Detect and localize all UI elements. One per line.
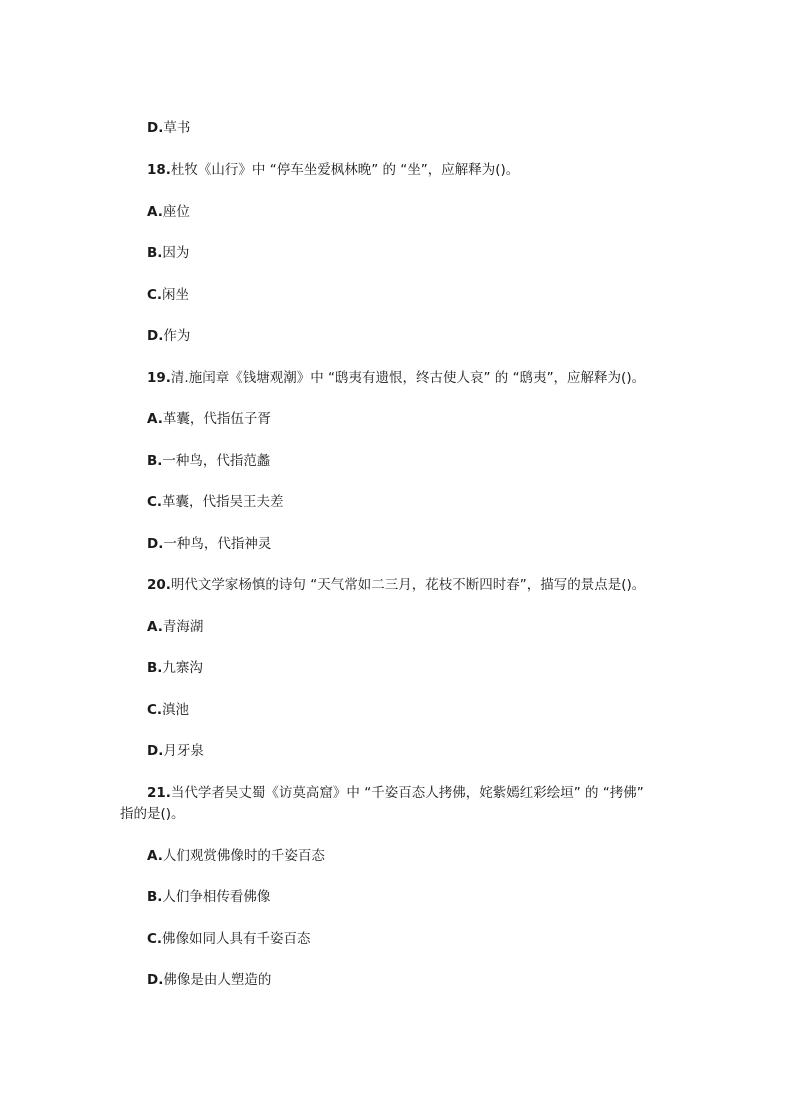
option-text: 革囊，代指吴王夫差 (162, 494, 284, 510)
question-21-continuation (120, 804, 185, 824)
option-label: C. (147, 931, 163, 947)
option-label: B. (147, 245, 163, 261)
option-text: 因为 (162, 245, 190, 261)
question-text: 明代文学家杨慎的诗句 “天气常如二三月，花枝不断四时春”，描写的景点是()。 (170, 577, 646, 593)
question-number: 19. (147, 370, 171, 386)
question-text-continued: 指的是()。 (120, 806, 185, 822)
option-text: 人们观赏佛像时的千姿百态 (162, 848, 325, 864)
option-text: 佛像是由人塑造的 (163, 972, 272, 988)
question-text: 当代学者吴丈蜀《访莫高窟》中 “千姿百态人拷佛，姹紫嫣红彩绘垣” 的 “拷佛” (170, 785, 644, 801)
option-label: D. (147, 536, 164, 552)
q20-option-a (147, 617, 203, 637)
option-text: 草书 (163, 120, 191, 136)
option-label: D. (147, 328, 164, 344)
q19-option-b (147, 451, 270, 471)
q18-option-a (147, 202, 190, 222)
option-label: B. (147, 660, 163, 676)
option-text: 闲坐 (162, 287, 190, 303)
question-number: 18. (147, 162, 171, 178)
question-text: 杜牧《山行》中 “停车坐爱枫林晚” 的 “坐”，应解释为()。 (170, 162, 520, 178)
q19-option-a (147, 409, 271, 429)
option-label: C. (147, 287, 163, 303)
q21-option-b (147, 887, 270, 907)
option-text: 座位 (162, 204, 190, 220)
option-text: 佛像如同人具有千姿百态 (162, 931, 311, 947)
option-text: 革囊，代指伍子胥 (162, 411, 271, 427)
q21-option-a (147, 846, 325, 866)
option-text: 月牙泉 (163, 743, 204, 759)
option-label: C. (147, 702, 163, 718)
q20-option-c (147, 700, 189, 720)
q18-option-c (147, 285, 189, 305)
q21-option-c (147, 929, 311, 949)
option-label: C. (147, 494, 163, 510)
option-label: B. (147, 889, 163, 905)
q19-option-d (147, 534, 271, 554)
q18-option-b (147, 243, 189, 263)
q18-option-d (147, 326, 190, 346)
q20-option-d (147, 741, 204, 761)
question-text: 清.施闰章《钱塘观潮》中 “鸱夷有遗恨，终古使人哀” 的 “鸱夷”，应解释为()。 (170, 370, 646, 386)
option-text: 人们争相传看佛像 (162, 889, 271, 905)
option-label: A. (147, 619, 163, 635)
question-21 (147, 783, 644, 803)
q20-option-b (147, 658, 203, 678)
option-label: D. (147, 743, 164, 759)
q19-option-c (147, 492, 284, 512)
option-label: D. (147, 120, 164, 136)
prev-option-d (147, 118, 190, 138)
option-label: A. (147, 411, 163, 427)
option-text: 九寨沟 (162, 660, 203, 676)
option-text: 一种鸟，代指范蠡 (162, 453, 271, 469)
option-text: 青海湖 (162, 619, 204, 635)
question-number: 20. (147, 577, 171, 593)
option-text: 滇池 (162, 702, 190, 718)
question-20 (147, 575, 645, 595)
option-text: 作为 (163, 328, 191, 344)
option-label: B. (147, 453, 163, 469)
option-label: D. (147, 972, 164, 988)
question-18 (147, 160, 519, 180)
option-label: A. (147, 848, 163, 864)
question-number: 21. (147, 785, 171, 801)
option-text: 一种鸟，代指神灵 (163, 536, 272, 552)
option-label: A. (147, 204, 163, 220)
question-19 (147, 368, 645, 388)
q21-option-d (147, 970, 271, 990)
